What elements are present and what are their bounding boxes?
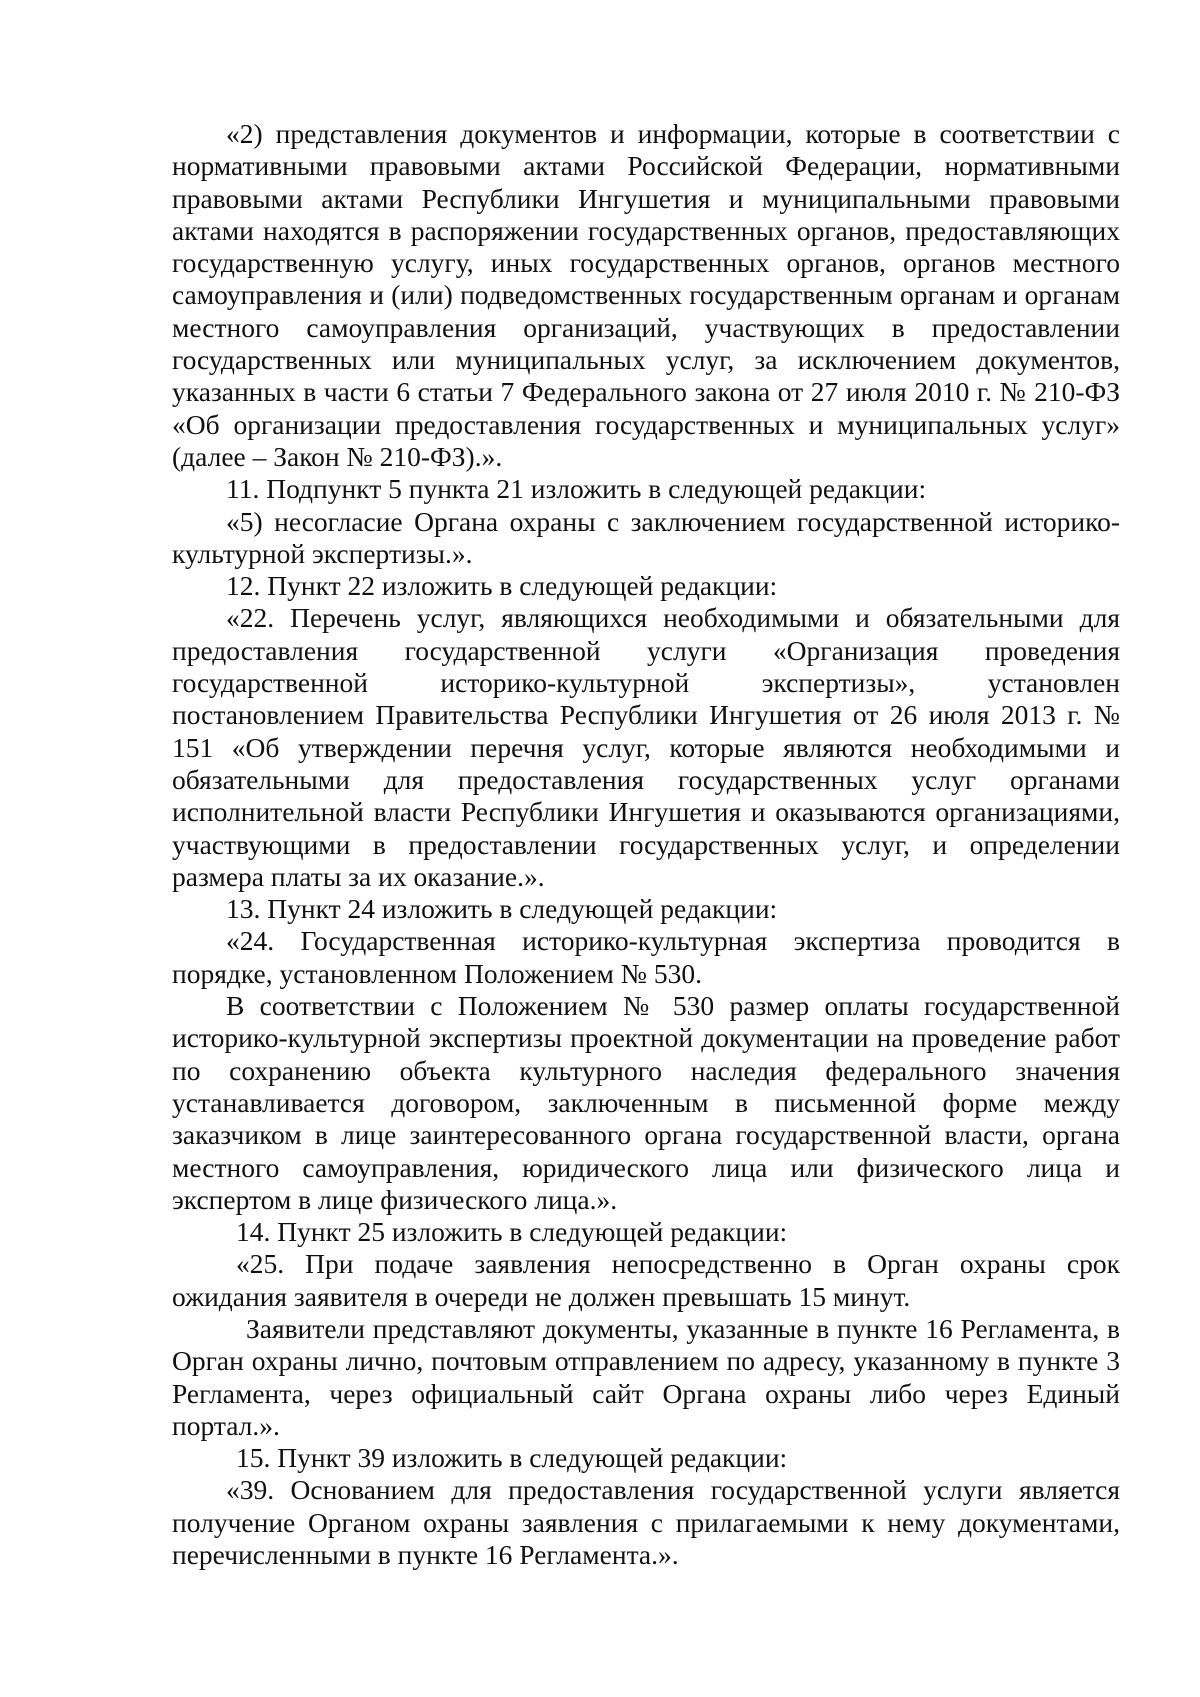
paragraph-clause-39: «39. Основанием для предоставления государственной услуги является получение Органом охраны заявления с прилагаемыми к нему документами, перечисленными в пункте 16 Регламента.». [172,1474,1120,1571]
document-page [172,118,1120,1571]
paragraph-clause-25: «25. При подаче заявления непосредственно в Орган охраны срок ожидания заявителя в очереди не должен превышать 15 минут. [172,1248,1120,1312]
paragraph-item-12: 12. Пункт 22 изложить в следующей редакции: [226,570,778,602]
paragraph-item-15: 15. Пункт 39 изложить в следующей редакции: [236,1442,788,1474]
paragraph-clause-22: «22. Перечень услуг, являющихся необходимыми и обязательными для предоставления государственной услуги «Организация проведения государственной историко-культурной экспертизы», установлен постановлением Правительства Республики Ингушетия от 26 июля 2013 г. № 151 «Об утверждении перечня услуг, которые являются необходимыми и обязательными для предоставления государственных услуг органами исполнительной власти Республики Ингушетия и оказываются организациями, участвующими в предоставлении государственных услуг, и определении размера платы за их оказание.». [172,602,1120,892]
paragraph-clause-2: «2) представления документов и информации, которые в соответствии с нормативными правовыми актами Российской Федерации, нормативными правовыми актами Республики Ингушетия и муниципальными правовыми актами находятся в распоряжении государственных органов, предоставляющих государственную услугу, иных государственных органов, органов местного самоуправления и (или) подведомственных государственным органам и органам местного самоуправления организаций, участвующих в предоставлении государственных или муниципальных услуг, за исключением документов, указанных в части 6 статьи 7 Федерального закона от 27 июля 2010 г. № 210-ФЗ «Об организации предоставления государственных и муниципальных услуг» (далее – Закон № 210-ФЗ).». [172,118,1120,472]
paragraph-clause-5: «5) несогласие Органа охраны с заключением государственной историко-культурной экспертизы.». [172,505,1120,569]
paragraph-applicants: Заявители представляют документы, указанные в пункте 16 Регламента, в Орган охраны лично, почтовым отправлением по адресу, указанному в пункте 3 Регламента, через официальный сайт Органа охраны либо через Единый портал.». [172,1312,1120,1441]
paragraph-item-13: 13. Пункт 24 изложить в следующей редакции: [226,893,778,925]
paragraph-payment: В соответствии с Положением № 530 размер оплаты государственной историко-культурной экспертизы проектной документации на проведение работ по сохранению объекта культурного наследия федерального значения устанавливается договором, заключенным в письменной форме между заказчиком в лице заинтересованного органа государственной власти, органа местного самоуправления, юридического лица или физического лица и экспертом в лице физического лица.». [172,990,1120,1215]
paragraph-item-14: 14. Пункт 25 изложить в следующей редакции: [236,1216,788,1248]
paragraph-clause-24: «24. Государственная историко-культурная экспертиза проводится в порядке, установленном Положением № 530. [172,925,1120,989]
paragraph-item-11: 11. Подпункт 5 пункта 21 изложить в следующей редакции: [226,473,927,505]
